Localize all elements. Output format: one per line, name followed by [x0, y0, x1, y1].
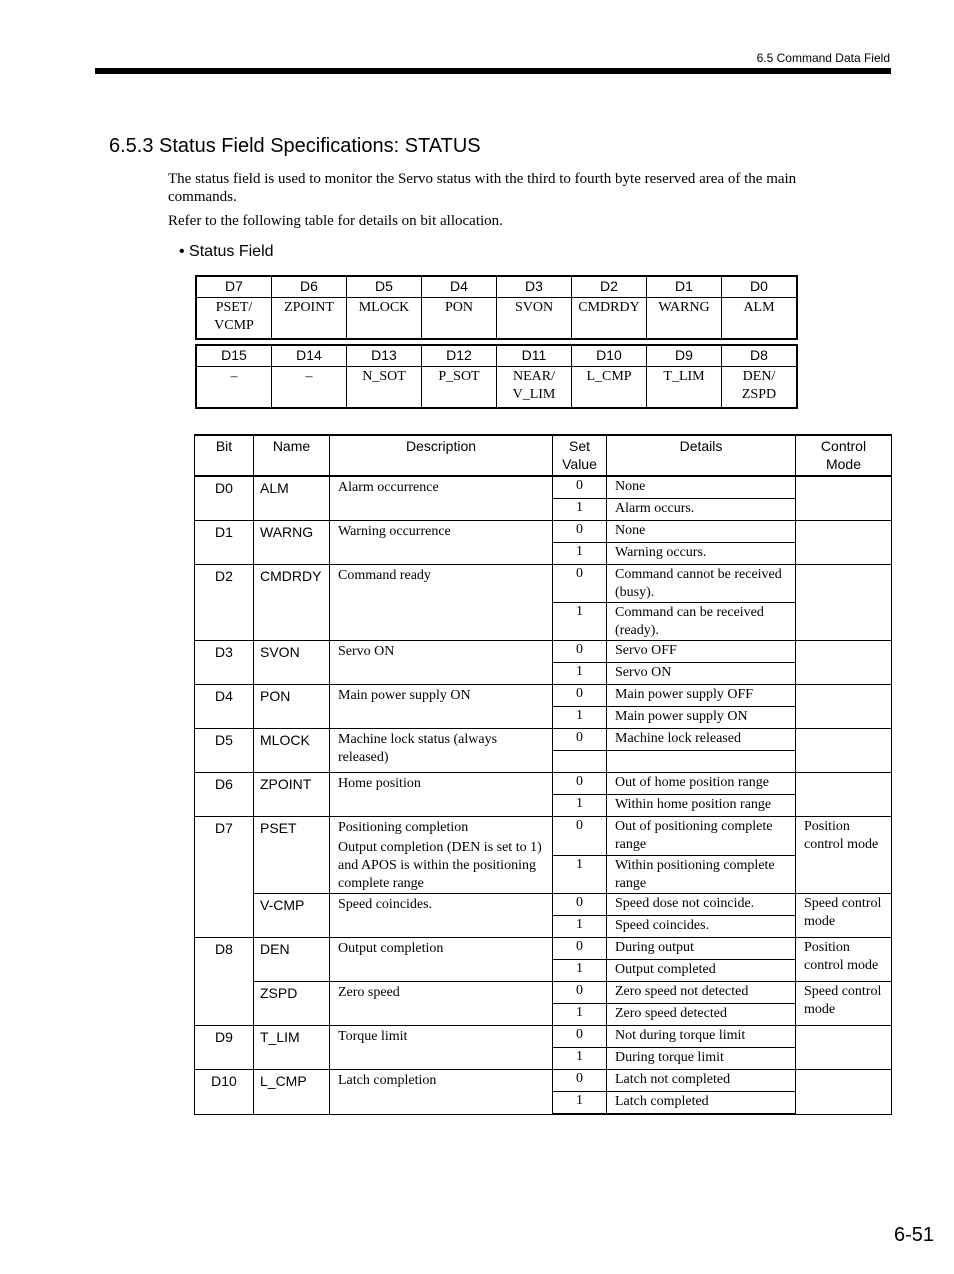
description-text: Warning occurrence: [338, 524, 451, 539]
control-mode-cell: Position control mode: [796, 817, 892, 894]
name-cell: PON: [254, 685, 330, 729]
control-mode-cell: [796, 476, 892, 521]
bit-header: D11: [497, 345, 572, 367]
set-value-cell: 1: [553, 499, 607, 521]
bit-allocation-table-low: [195, 275, 798, 340]
bit-cell: D5: [195, 729, 254, 773]
set-value-cell: 1: [553, 1048, 607, 1070]
description-text: Torque limit: [338, 1029, 408, 1044]
details-cell: Out of positioning complete range: [607, 817, 796, 856]
bit-header: D14: [272, 345, 347, 367]
control-mode-cell: Position control mode: [796, 938, 892, 982]
set-value-cell: 0: [553, 817, 607, 856]
name-cell: WARNG: [254, 521, 330, 565]
control-mode-cell: [796, 565, 892, 641]
details-cell: Latch not completed: [607, 1070, 796, 1092]
description-text: Zero speed: [338, 985, 400, 1000]
description-text: Machine lock status (always released): [338, 732, 498, 765]
bit-signal: PSET/ VCMP: [196, 298, 272, 340]
control-mode-cell: [796, 1026, 892, 1070]
name-cell: L_CMP: [254, 1070, 330, 1115]
set-value-cell: 1: [553, 795, 607, 817]
name-cell: SVON: [254, 641, 330, 685]
col-header-details: Details: [607, 435, 796, 476]
bit-signal: DEN/ ZSPD: [722, 367, 798, 409]
details-cell: Out of home position range: [607, 773, 796, 795]
bit-cell: D10: [195, 1070, 254, 1115]
details-cell: Speed dose not coincide.: [607, 894, 796, 916]
bit-signal: ALM: [722, 298, 798, 340]
name-cell: ZPOINT: [254, 773, 330, 817]
description-text: Main power supply ON: [338, 688, 471, 703]
description-cell: [330, 817, 553, 894]
description-cell: [330, 521, 553, 565]
set-value-cell: 0: [553, 982, 607, 1004]
bit-signal: P_SOT: [422, 367, 497, 409]
description-cell: [330, 641, 553, 685]
bit-header: D12: [422, 345, 497, 367]
set-value-cell: 0: [553, 729, 607, 751]
name-cell: PSET: [254, 817, 330, 894]
description-cell: [330, 1070, 553, 1115]
status-field-bullet: • Status Field: [179, 243, 274, 260]
intro-paragraph-2: Refer to the following table for details on bit allocation.: [168, 213, 503, 229]
bit-signal: N_SOT: [347, 367, 422, 409]
details-cell: Warning occurs.: [607, 543, 796, 565]
bit-cell: D4: [195, 685, 254, 729]
bit-cell: D3: [195, 641, 254, 685]
bit-cell: D6: [195, 773, 254, 817]
section-title: 6.5.3 Status Field Specifications: STATUS: [109, 135, 481, 157]
bit-header: D3: [497, 276, 572, 298]
name-cell: ALM: [254, 476, 330, 521]
details-cell: None: [607, 521, 796, 543]
set-value-cell: 1: [553, 543, 607, 565]
details-cell: None: [607, 476, 796, 499]
name-cell: DEN: [254, 938, 330, 982]
details-cell: Output completed: [607, 960, 796, 982]
set-value-cell: 1: [553, 707, 607, 729]
control-mode-cell: [796, 773, 892, 817]
bit-header: D1: [647, 276, 722, 298]
bit-signal: L_CMP: [572, 367, 647, 409]
status-details-table: [194, 434, 892, 1115]
description-cell: [330, 476, 553, 521]
bit-signal: PON: [422, 298, 497, 340]
details-cell: Within home position range: [607, 795, 796, 817]
bit-header: D2: [572, 276, 647, 298]
col-header-bit: Bit: [195, 435, 254, 476]
description-cell: [330, 685, 553, 729]
name-cell: V-CMP: [254, 894, 330, 938]
page-number: 6-51: [894, 1224, 935, 1246]
details-cell: Command can be received (ready).: [607, 603, 796, 641]
bit-header: D8: [722, 345, 798, 367]
bit-cell: D1: [195, 521, 254, 565]
name-cell: CMDRDY: [254, 565, 330, 641]
bit-signal: WARNG: [647, 298, 722, 340]
set-value-cell: 1: [553, 855, 607, 894]
set-value-cell: 0: [553, 521, 607, 543]
description-cell: [330, 894, 553, 938]
bit-signal: NEAR/ V_LIM: [497, 367, 572, 409]
details-cell: Machine lock released: [607, 729, 796, 751]
bit-header: D10: [572, 345, 647, 367]
set-value-cell: 0: [553, 476, 607, 499]
control-mode-cell: [796, 521, 892, 565]
details-cell: Speed coincides.: [607, 916, 796, 938]
details-cell: [607, 751, 796, 773]
description-note: Output completion (DEN is set to 1) and APOS is within the positioning complete range: [338, 840, 542, 891]
bit-cell: D2: [195, 565, 254, 641]
control-mode-cell: [796, 685, 892, 729]
description-text: Alarm occurrence: [338, 480, 439, 495]
details-cell: Command cannot be received (busy).: [607, 565, 796, 603]
bit-signal: ZPOINT: [272, 298, 347, 340]
details-cell: Alarm occurs.: [607, 499, 796, 521]
set-value-cell: [553, 751, 607, 773]
details-cell: Servo ON: [607, 663, 796, 685]
description-text: Command ready: [338, 568, 431, 583]
description-text: Servo ON: [338, 644, 395, 659]
description-cell: [330, 565, 553, 641]
control-mode-cell: Speed control mode: [796, 982, 892, 1026]
name-cell: T_LIM: [254, 1026, 330, 1070]
bit-signal: MLOCK: [347, 298, 422, 340]
bit-signal: SVON: [497, 298, 572, 340]
col-header-description: Description: [330, 435, 553, 476]
description-cell: [330, 729, 553, 773]
set-value-cell: 1: [553, 1092, 607, 1115]
bit-cell: D0: [195, 476, 254, 521]
header-rule: [95, 68, 891, 74]
bit-header: D9: [647, 345, 722, 367]
col-header-set-value: Set Value: [553, 435, 607, 476]
control-mode-cell: Speed control mode: [796, 894, 892, 938]
set-value-cell: 0: [553, 641, 607, 663]
running-header: 6.5 Command Data Field: [756, 51, 890, 65]
bit-header: D15: [196, 345, 272, 367]
set-value-cell: 0: [553, 773, 607, 795]
details-cell: Zero speed not detected: [607, 982, 796, 1004]
col-header-name: Name: [254, 435, 330, 476]
set-value-cell: 0: [553, 1026, 607, 1048]
bit-header: D0: [722, 276, 798, 298]
details-cell: Zero speed detected: [607, 1004, 796, 1026]
intro-paragraph: The status field is used to monitor the Servo status with the third to fourth byte reserved area of the main commands.: [168, 171, 797, 205]
control-mode-cell: [796, 641, 892, 685]
set-value-cell: 0: [553, 938, 607, 960]
bit-signal: –: [196, 367, 272, 409]
bit-header: D7: [196, 276, 272, 298]
bit-cell: D9: [195, 1026, 254, 1070]
col-header-control-mode: Control Mode: [796, 435, 892, 476]
bit-header: D4: [422, 276, 497, 298]
description-text: Home position: [338, 776, 421, 791]
name-cell: MLOCK: [254, 729, 330, 773]
description-text: Latch completion: [338, 1073, 437, 1088]
details-cell: Latch completed: [607, 1092, 796, 1115]
description-cell: [330, 1026, 553, 1070]
bit-header: D13: [347, 345, 422, 367]
set-value-cell: 1: [553, 916, 607, 938]
description-text: Positioning completion: [338, 820, 469, 835]
details-cell: Main power supply ON: [607, 707, 796, 729]
bit-header: D5: [347, 276, 422, 298]
set-value-cell: 0: [553, 894, 607, 916]
bit-allocation-table-high: [195, 344, 798, 409]
name-cell: ZSPD: [254, 982, 330, 1026]
bit-cell: D8: [195, 938, 254, 1026]
description-text: Speed coincides.: [338, 897, 433, 912]
details-cell: Servo OFF: [607, 641, 796, 663]
details-cell: During output: [607, 938, 796, 960]
description-cell: [330, 938, 553, 982]
bit-cell: D7: [195, 817, 254, 938]
control-mode-cell: [796, 1070, 892, 1115]
description-cell: [330, 982, 553, 1026]
details-cell: Main power supply OFF: [607, 685, 796, 707]
bit-signal: T_LIM: [647, 367, 722, 409]
set-value-cell: 1: [553, 603, 607, 641]
bit-signal: –: [272, 367, 347, 409]
control-mode-cell: [796, 729, 892, 773]
set-value-cell: 0: [553, 1070, 607, 1092]
set-value-cell: 1: [553, 960, 607, 982]
set-value-cell: 1: [553, 1004, 607, 1026]
set-value-cell: 0: [553, 685, 607, 707]
bit-header: D6: [272, 276, 347, 298]
details-cell: During torque limit: [607, 1048, 796, 1070]
bit-signal: CMDRDY: [572, 298, 647, 340]
details-cell: Within positioning complete range: [607, 855, 796, 894]
details-cell: Not during torque limit: [607, 1026, 796, 1048]
description-cell: [330, 773, 553, 817]
set-value-cell: 0: [553, 565, 607, 603]
description-text: Output completion: [338, 941, 444, 956]
set-value-cell: 1: [553, 663, 607, 685]
